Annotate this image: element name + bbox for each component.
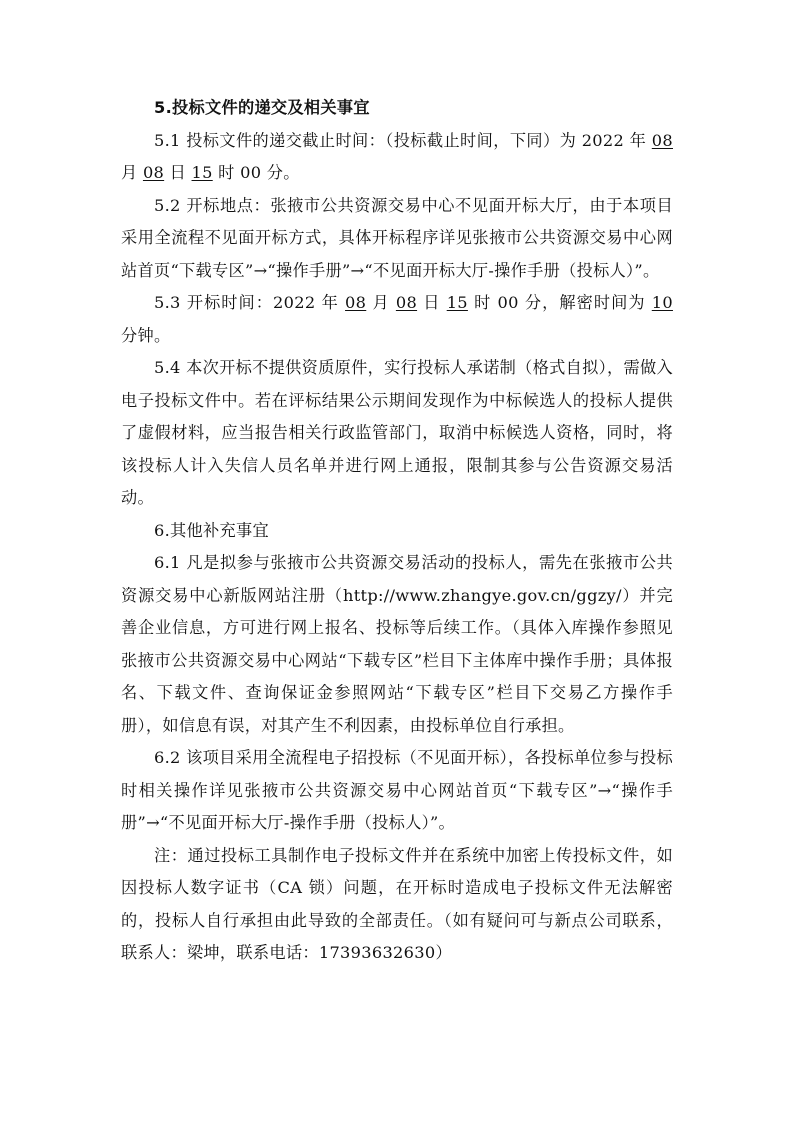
opening-day: 08	[395, 293, 418, 312]
paragraph-5-2: 5.2 开标地点：张掖市公共资源交易中心不见面开标大厅，由于本项目采用全流程不见面开标方式，具体开标程序详见张掖市公共资源交易中心网站首页“下载专区”→“操作手册”→“不见面开标大厅-操作手册（投标人）”。	[121, 195, 673, 280]
text-5-3-d: 时 00 分，解密时间为	[467, 293, 652, 312]
text-5-1-c: 日	[164, 163, 192, 182]
text-5-3-b: 月	[366, 293, 396, 312]
deadline-hour: 15	[191, 163, 213, 182]
text-5-3-e: 分钟。	[121, 325, 171, 345]
decrypt-minutes: 10	[651, 293, 673, 312]
text-5-1-a: 5.1 投标文件的递交截止时间：（投标截止时间，下同）为 2022 年	[154, 130, 652, 150]
paragraph-5-3	[121, 287, 673, 352]
text-5-3-a: 5.3 开标时间：2022 年	[154, 293, 346, 312]
opening-month: 08	[345, 293, 367, 312]
section-6-heading: 6.其他补充事宜	[154, 520, 269, 540]
text-5-1-d: 时 00 分。	[212, 163, 300, 182]
document-body	[121, 92, 673, 970]
paragraph-6-2: 6.2 该项目采用全流程电子招投标（不见面开标），各投标单位参与投标时相关操作详见张掖市公共资源交易中心网站首页“下载专区”→“操作手册”→“不见面开标大厅-操作手册（投标人）”。	[121, 748, 673, 832]
paragraph-5-4: 5.4 本次开标不提供资质原件，实行投标人承诺制（格式自拟），需做入电子投标文件中。若在评标结果公示期间发现作为中标候选人的投标人提供了虚假材料，应当报告相关行政监管部门，取消中标候选人资格，同时，将该投标人计入失信人员名单并进行网上通报，限制其参与公告资源交易活动。	[121, 358, 673, 507]
paragraph-5-1	[121, 125, 673, 190]
opening-hour: 15	[446, 293, 468, 312]
section-5-heading: 5.投标文件的递交及相关事宜	[154, 98, 370, 117]
paragraph-6-1: 6.1 凡是拟参与张掖市公共资源交易活动的投标人，需先在张掖市公共资源交易中心新版网站注册（http://www.zhangye.gov.cn/ggzy/）并完善企业信息，方可进行网上报名、投标等后续工作。（具体入库操作参照见张掖市公共资源交易中心网站“下载专区”栏目下主体库中操作手册；具体报名、下载文件、查询保证金参照网站“下载专区”栏目下交易乙方操作手册），如信息有误，对其产生不利因素，由投标单位自行承担。	[121, 553, 673, 735]
deadline-month: 08	[651, 130, 673, 150]
note-paragraph: 注：通过投标工具制作电子投标文件并在系统中加密上传投标文件，如因投标人数字证书（CA 锁）问题，在开标时造成电子投标文件无法解密的，投标人自行承担由此导致的全部责任。（如有疑问可与新点公司联系，联系人：梁坤，联系电话：17393632630）	[121, 845, 673, 962]
text-5-3-c: 日	[417, 293, 447, 312]
text-5-1-b: 月	[121, 163, 143, 182]
deadline-day: 08	[142, 163, 165, 182]
